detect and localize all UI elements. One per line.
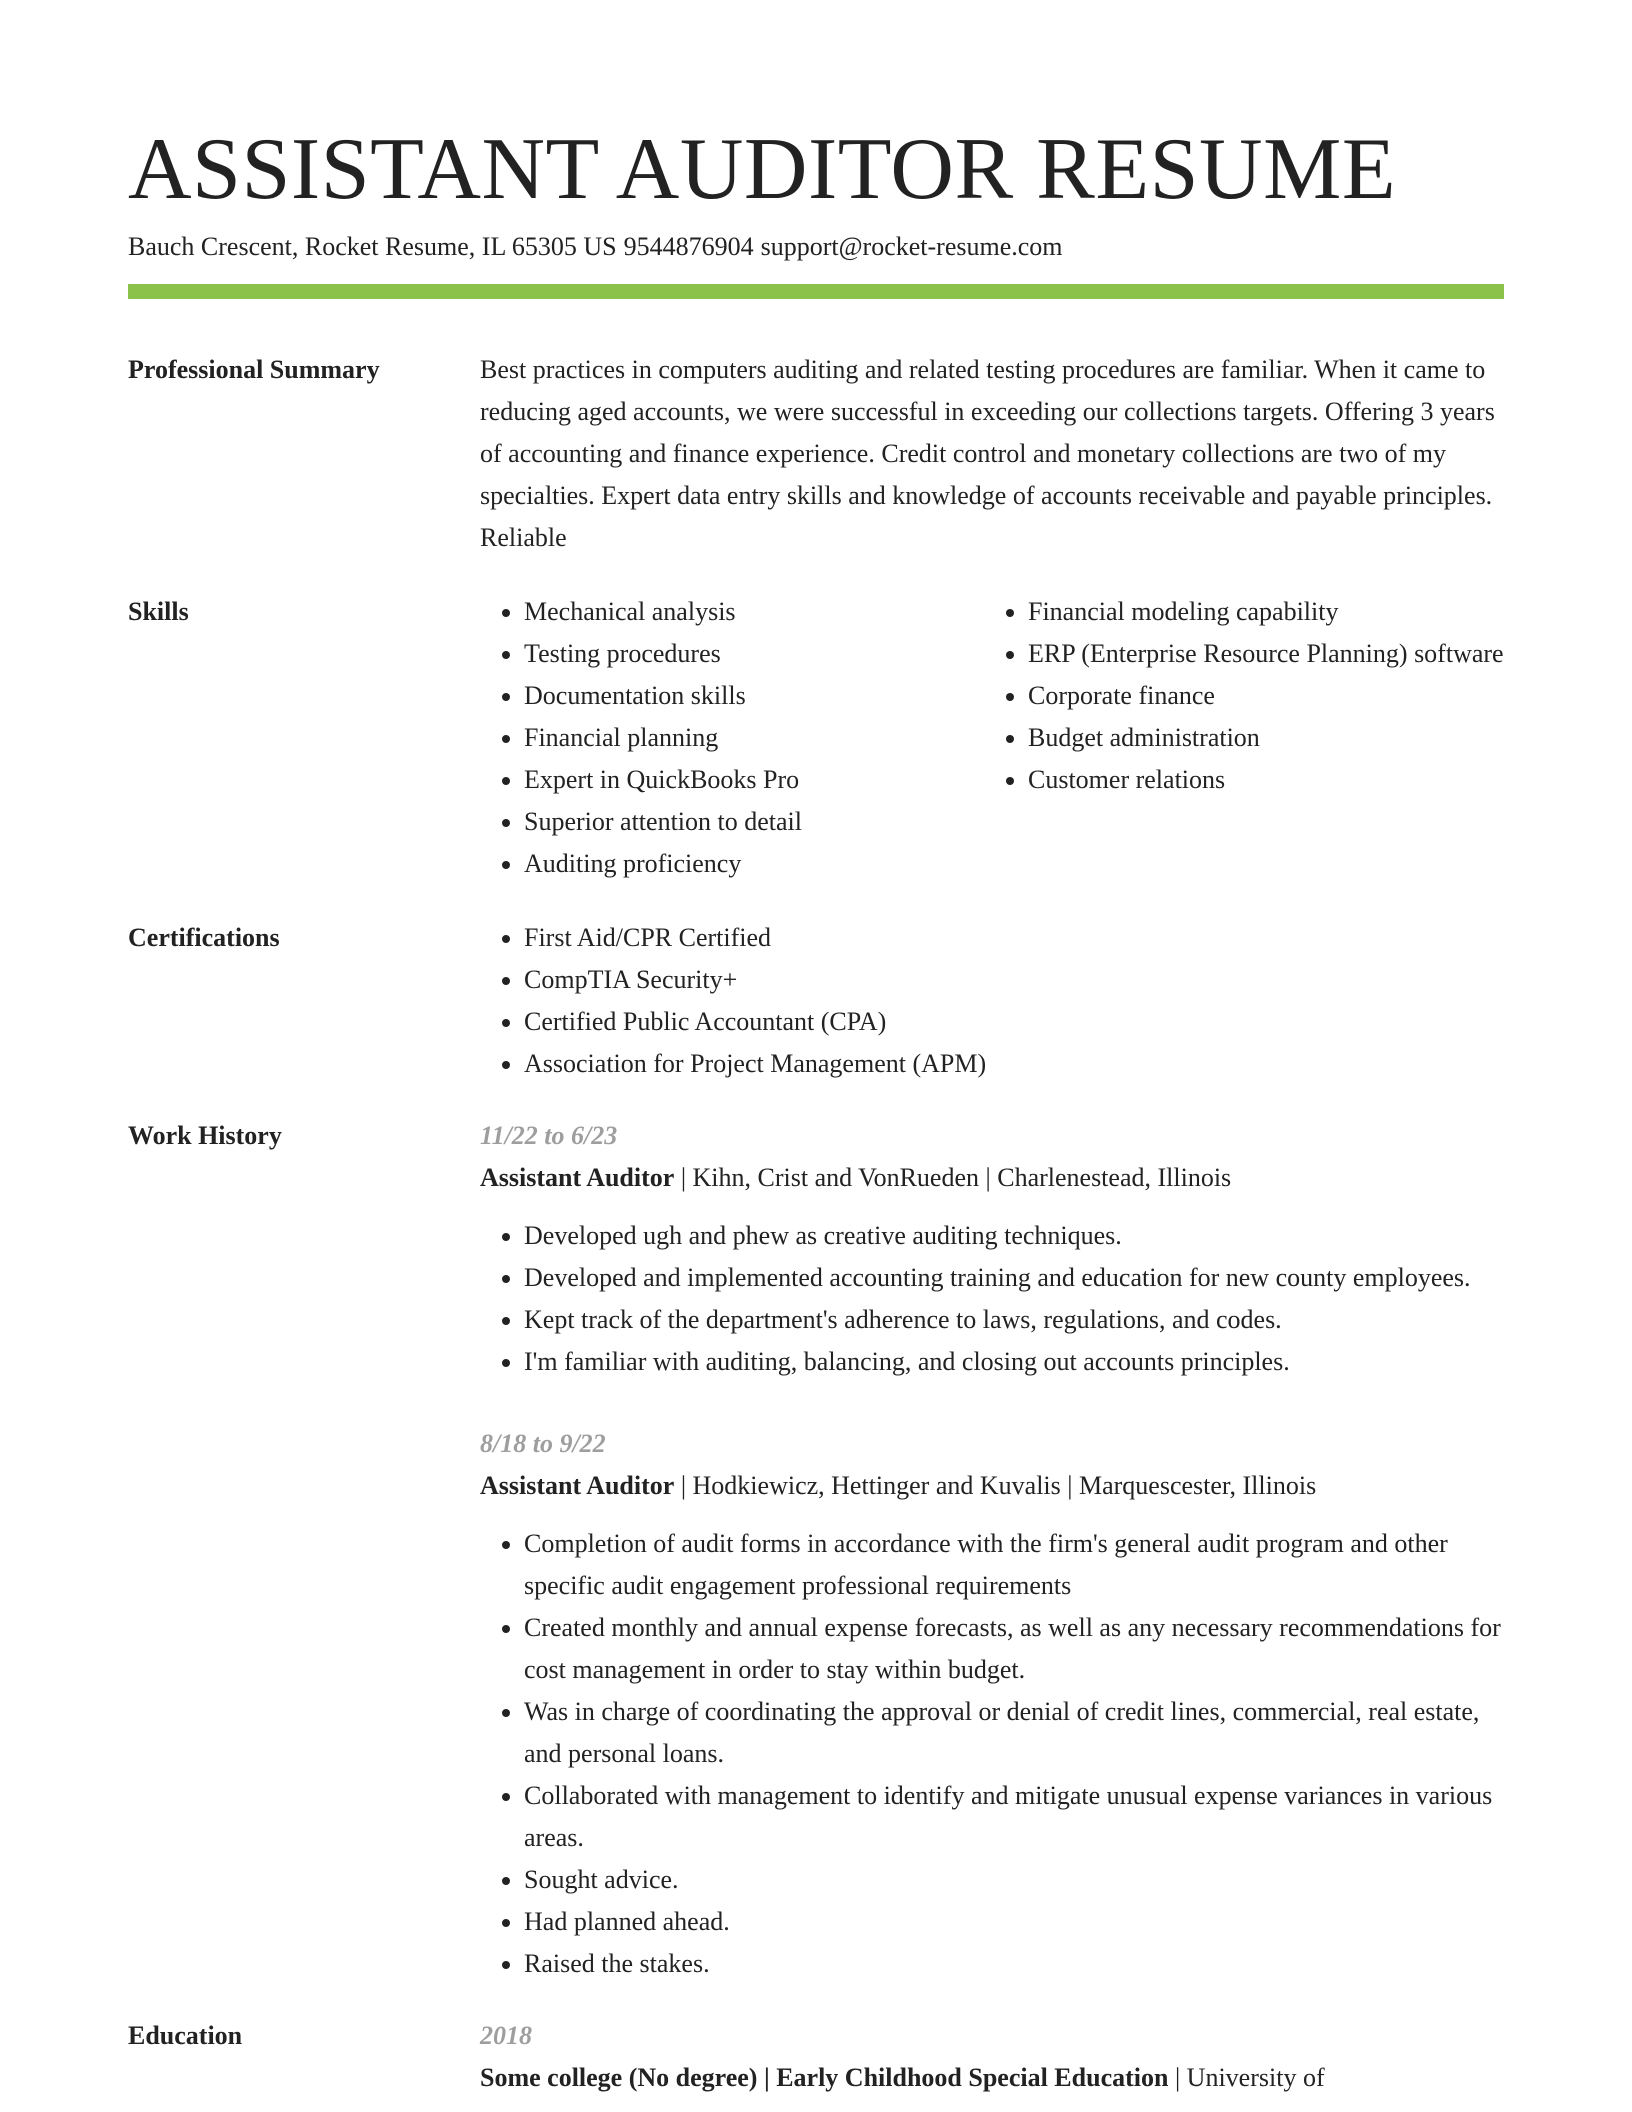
- resume-title: ASSISTANT AUDITOR RESUME: [128, 121, 1397, 218]
- list-item: • Auditing proficiency: [524, 843, 984, 885]
- skills-left-list: [480, 591, 984, 885]
- list-item: • Developed ugh and phew as creative auditing techniques.: [524, 1215, 1504, 1257]
- list-item: • ERP (Enterprise Resource Planning) software: [1028, 633, 1504, 675]
- list-item: • CompTIA Security+: [524, 959, 1504, 1001]
- education-section: [128, 2015, 1504, 2099]
- summary-body: [480, 349, 1504, 559]
- certifications-heading: Certifications: [128, 923, 280, 952]
- list-item: • Had planned ahead.: [524, 1901, 1504, 1943]
- skills-right-column: [984, 591, 1504, 885]
- list-item: • Was in charge of coordinating the approval or denial of credit lines, commercial, real estate, and personal loans.: [524, 1691, 1504, 1775]
- list-item: • I'm familiar with auditing, balancing, and closing out accounts principles.: [524, 1341, 1504, 1383]
- job-entry: [480, 1423, 1504, 1985]
- list-item: • Financial planning: [524, 717, 984, 759]
- certifications-body: [480, 917, 1504, 1085]
- contact-email: support@rocket-resume.com: [760, 232, 1063, 261]
- job-details: | Kihn, Crist and VonRueden | Charlenestead, Illinois: [674, 1163, 1232, 1192]
- work-history-section: [128, 1115, 1504, 1985]
- list-item: • Financial modeling capability: [1028, 591, 1504, 633]
- work-history-body: [480, 1115, 1504, 1985]
- skills-left-column: [480, 591, 984, 885]
- job-role: Assistant Auditor: [480, 1163, 675, 1192]
- list-item: • Testing procedures: [524, 633, 984, 675]
- education-line: [480, 2057, 1504, 2099]
- list-item: • Raised the stakes.: [524, 1943, 1504, 1985]
- job-title-line: [480, 1157, 1504, 1199]
- certifications-list: [480, 917, 1504, 1085]
- education-body: [480, 2015, 1504, 2099]
- list-item: • First Aid/CPR Certified: [524, 917, 1504, 959]
- job-dates: 8/18 to 9/22: [480, 1429, 606, 1458]
- skills-heading: Skills: [128, 597, 189, 626]
- list-item: • Created monthly and annual expense forecasts, as well as any necessary recommendations for cost management in order to stay within budget.: [524, 1607, 1504, 1691]
- job-bullets: [480, 1523, 1504, 1985]
- job-title-line: [480, 1465, 1504, 1507]
- list-item: • Collaborated with management to identify and mitigate unusual expense variances in various areas.: [524, 1775, 1504, 1859]
- list-item: • Certified Public Accountant (CPA): [524, 1001, 1504, 1043]
- resume-page: [128, 118, 1504, 2099]
- list-item: • Developed and implemented accounting training and education for new county employees.: [524, 1257, 1504, 1299]
- list-item: • Association for Project Management (APM): [524, 1043, 1504, 1085]
- job-entry: [480, 1115, 1504, 1383]
- skills-grid: [480, 591, 1504, 885]
- summary-section: [128, 349, 1504, 559]
- list-item: • Customer relations: [1028, 759, 1504, 801]
- summary-heading: Professional Summary: [128, 355, 380, 384]
- list-item: • Mechanical analysis: [524, 591, 984, 633]
- list-item: • Budget administration: [1028, 717, 1504, 759]
- education-degree: Some college (No degree) | Early Childhood Special Education: [480, 2063, 1169, 2092]
- job-dates: 11/22 to 6/23: [480, 1121, 618, 1150]
- certifications-section: [128, 917, 1504, 1085]
- list-item: • Completion of audit forms in accordance with the firm's general audit program and other specific audit engagement professional requirements: [524, 1523, 1504, 1607]
- list-item: • Expert in QuickBooks Pro: [524, 759, 984, 801]
- job-bullets: [480, 1215, 1504, 1383]
- header-accent-rule: [128, 284, 1504, 299]
- summary-text: Best practices in computers auditing and related testing procedures are familiar. When it came to reducing aged accounts, we were successful in exceeding our collections targets. Offering 3 years of accounting and finance experience. Credit control and monetary collections are two of my specialties. Expert data entry skills and knowledge of accounts receivable and payable principles. Reliable: [480, 355, 1495, 552]
- contact-line: [128, 230, 1504, 264]
- work-history-heading: Work History: [128, 1121, 282, 1150]
- skills-right-list: [984, 591, 1504, 801]
- job-role: Assistant Auditor: [480, 1471, 675, 1500]
- skills-section: [128, 591, 1504, 885]
- list-item: • Superior attention to detail: [524, 801, 984, 843]
- list-item: • Sought advice.: [524, 1859, 1504, 1901]
- list-item: • Corporate finance: [1028, 675, 1504, 717]
- contact-phone: 9544876904: [623, 232, 754, 261]
- job-details: | Hodkiewicz, Hettinger and Kuvalis | Marquescester, Illinois: [674, 1471, 1317, 1500]
- contact-address: Bauch Crescent, Rocket Resume, IL 65305 US: [128, 232, 617, 261]
- list-item: • Kept track of the department's adherence to laws, regulations, and codes.: [524, 1299, 1504, 1341]
- education-school: | University of: [1168, 2063, 1325, 2092]
- list-item: • Documentation skills: [524, 675, 984, 717]
- education-year: 2018: [480, 2021, 532, 2050]
- education-heading: Education: [128, 2021, 243, 2050]
